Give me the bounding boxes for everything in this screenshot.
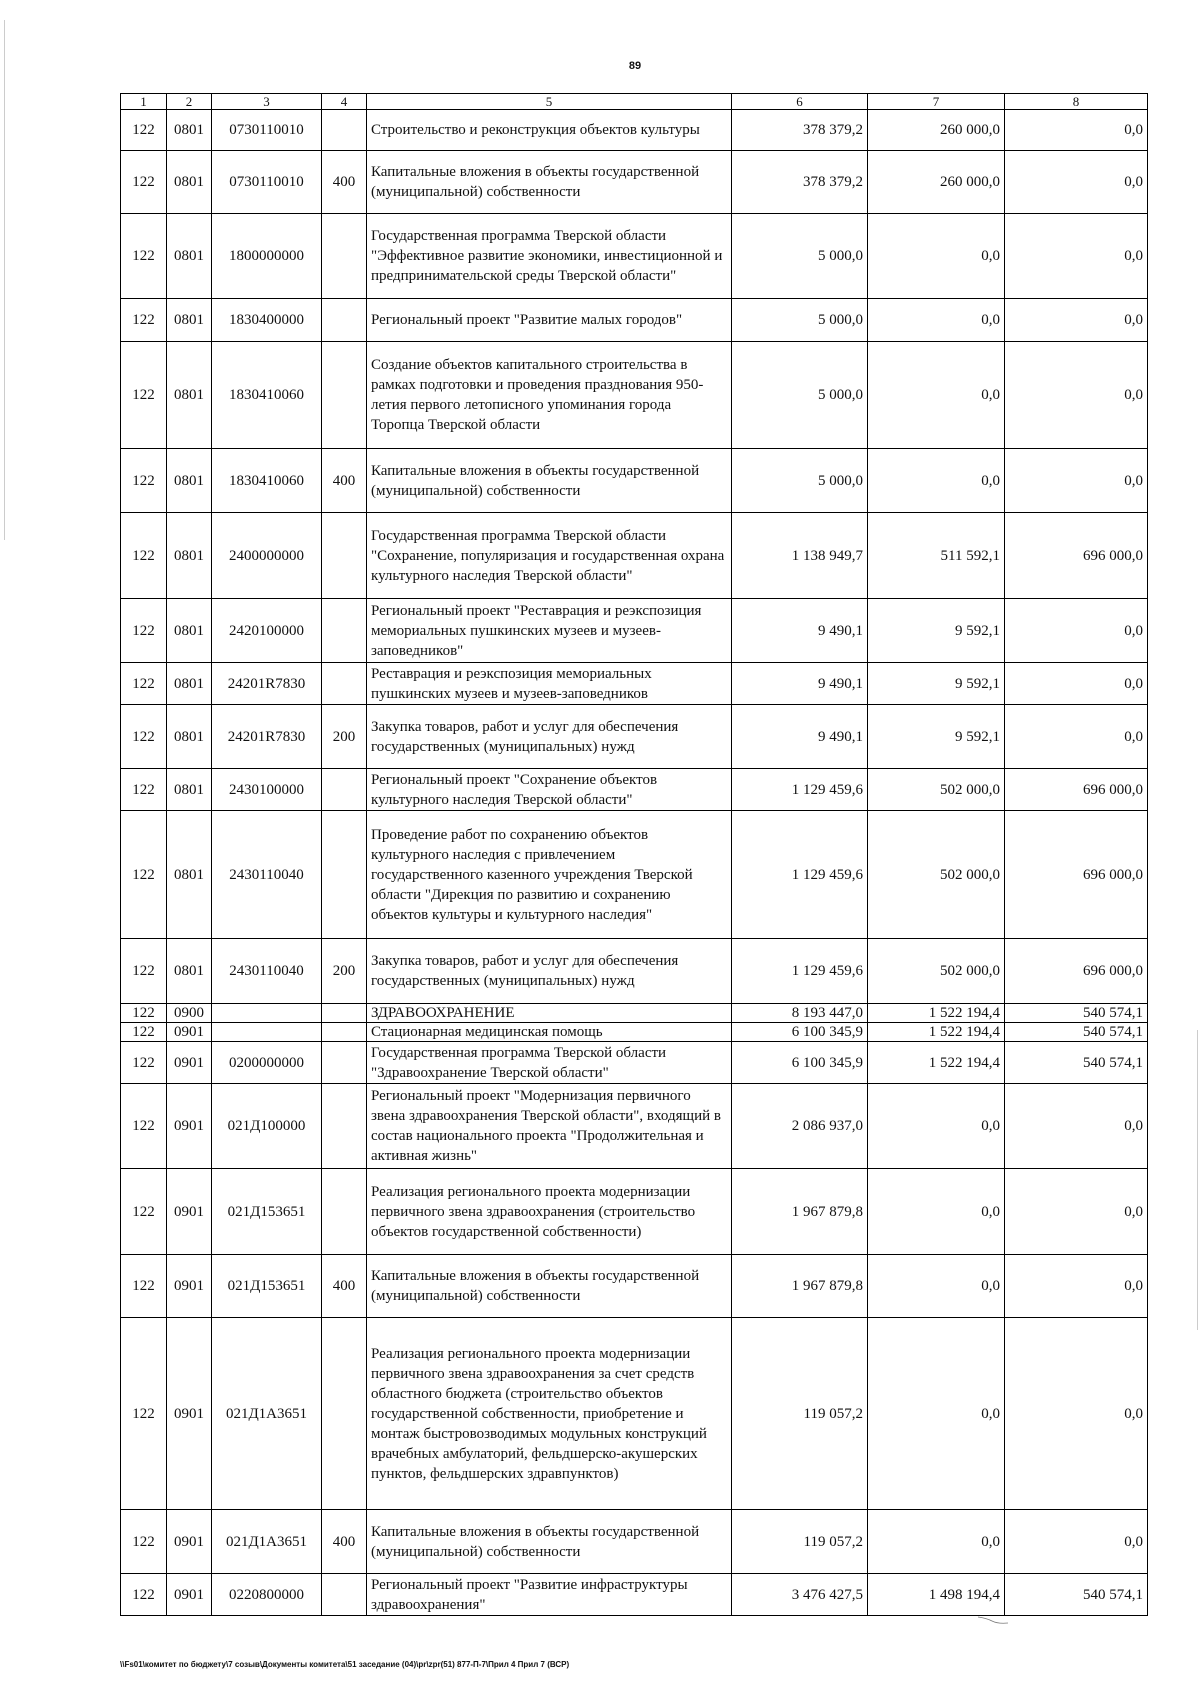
cell-description: Региональный проект "Модернизация первичного звена здравоохранения Тверской области", входящий в состав национального проекта "Продолжительная и активная жизнь": [367, 1084, 732, 1169]
table-row: [121, 705, 1148, 769]
cell-amount-col6: 5 000,0: [732, 214, 868, 299]
footer-file-path: \\Fs01\комитет по бюджету\7 созыв\Документы комитета\51 заседание (04)\pr\zpr(51) 877-П-7\Прил 4 Прил 7 (ВСР): [120, 1660, 570, 1669]
cell-expense-type: 400: [322, 1255, 367, 1318]
cell-amount-col6: 378 379,2: [732, 110, 868, 151]
cell-section-code: 0901: [167, 1042, 212, 1084]
cell-amount-col6: 1 967 879,8: [732, 1255, 868, 1318]
cell-amount-col8: 0,0: [1005, 214, 1148, 299]
cell-amount-col6: 5 000,0: [732, 299, 868, 342]
cell-amount-col8: 0,0: [1005, 342, 1148, 449]
cell-target-code: 0730110010: [212, 110, 322, 151]
cell-admin-code: 122: [121, 811, 167, 939]
cell-amount-col6: 1 129 459,6: [732, 811, 868, 939]
table-row: [121, 449, 1148, 513]
cell-description: Региональный проект "Реставрация и реэкспозиция мемориальных пушкинских музеев и музеев-заповедников": [367, 599, 732, 663]
cell-section-code: 0901: [167, 1084, 212, 1169]
cell-description: Капитальные вложения в объекты государственной (муниципальной) собственности: [367, 449, 732, 513]
cell-description: Закупка товаров, работ и услуг для обеспечения государственных (муниципальных) нужд: [367, 705, 732, 769]
cell-section-code: 0801: [167, 769, 212, 811]
cell-amount-col7: 9 592,1: [868, 705, 1005, 769]
cell-amount-col6: 9 490,1: [732, 663, 868, 705]
cell-description: Капитальные вложения в объекты государственной (муниципальной) собственности: [367, 1510, 732, 1574]
cell-expense-type: [322, 1084, 367, 1169]
cell-amount-col6: 6 100 345,9: [732, 1023, 868, 1042]
cell-expense-type: 400: [322, 1510, 367, 1574]
cell-description: Региональный проект "Развитие малых городов": [367, 299, 732, 342]
cell-section-code: 0801: [167, 811, 212, 939]
cell-target-code: 2430100000: [212, 769, 322, 811]
cell-section-code: 0801: [167, 513, 212, 599]
cell-amount-col8: 0,0: [1005, 110, 1148, 151]
cell-amount-col7: 0,0: [868, 1169, 1005, 1255]
cell-expense-type: [322, 1023, 367, 1042]
cell-amount-col7: 502 000,0: [868, 811, 1005, 939]
table-row: [121, 1318, 1148, 1510]
cell-amount-col8: 696 000,0: [1005, 811, 1148, 939]
cell-expense-type: [322, 513, 367, 599]
cell-admin-code: 122: [121, 513, 167, 599]
cell-section-code: 0801: [167, 110, 212, 151]
cell-target-code: 1800000000: [212, 214, 322, 299]
cell-description: Проведение работ по сохранению объектов культурного наследия с привлечением государственного казенного учреждения Тверской области "Дирекция по развитию и сохранению объектов культуры и культурного наследия": [367, 811, 732, 939]
table-row: [121, 1004, 1148, 1023]
cell-target-code: 021Д1А3651: [212, 1318, 322, 1510]
cell-expense-type: [322, 342, 367, 449]
cell-amount-col8: 540 574,1: [1005, 1042, 1148, 1084]
cell-target-code: 2430110040: [212, 939, 322, 1004]
cell-amount-col8: 0,0: [1005, 151, 1148, 214]
cell-admin-code: 122: [121, 449, 167, 513]
table-row: [121, 939, 1148, 1004]
budget-table: [120, 93, 1148, 1616]
cell-amount-col8: 696 000,0: [1005, 513, 1148, 599]
cell-amount-col7: 260 000,0: [868, 151, 1005, 214]
cell-description: Капитальные вложения в объекты государственной (муниципальной) собственности: [367, 151, 732, 214]
cell-target-code: 021Д153651: [212, 1169, 322, 1255]
cell-admin-code: 122: [121, 1318, 167, 1510]
cell-target-code: [212, 1023, 322, 1042]
cell-amount-col6: 5 000,0: [732, 342, 868, 449]
cell-amount-col8: 540 574,1: [1005, 1004, 1148, 1023]
table-row: [121, 1023, 1148, 1042]
cell-amount-col6: 119 057,2: [732, 1510, 868, 1574]
cell-section-code: 0900: [167, 1004, 212, 1023]
cell-target-code: 021Д153651: [212, 1255, 322, 1318]
cell-amount-col8: 0,0: [1005, 1169, 1148, 1255]
cell-section-code: 0801: [167, 342, 212, 449]
cell-amount-col7: 0,0: [868, 1255, 1005, 1318]
table-row: [121, 1574, 1148, 1616]
cell-admin-code: 122: [121, 110, 167, 151]
cell-admin-code: 122: [121, 342, 167, 449]
cell-section-code: 0801: [167, 449, 212, 513]
cell-amount-col6: 6 100 345,9: [732, 1042, 868, 1084]
cell-amount-col8: 0,0: [1005, 299, 1148, 342]
cell-section-code: 0801: [167, 299, 212, 342]
cell-description: ЗДРАВООХРАНЕНИЕ: [367, 1004, 732, 1023]
cell-admin-code: 122: [121, 769, 167, 811]
cell-admin-code: 122: [121, 214, 167, 299]
cell-amount-col6: 5 000,0: [732, 449, 868, 513]
cell-admin-code: 122: [121, 939, 167, 1004]
scan-margin-line: [1197, 1030, 1198, 1330]
cell-section-code: 0901: [167, 1510, 212, 1574]
cell-description: Реализация регионального проекта модернизации первичного звена здравоохранения за счет средств областного бюджета (строительство объектов государственной собственности, приобретение и монтаж быстровозводимых модульных конструкций врачебных амбулаторий, фельдшерско-акушерских пунктов, фельдшерских здравпунктов): [367, 1318, 732, 1510]
cell-description: Региональный проект "Сохранение объектов культурного наследия Тверской области": [367, 769, 732, 811]
cell-target-code: [212, 1004, 322, 1023]
table-header-row: [121, 94, 1148, 110]
cell-admin-code: 122: [121, 1169, 167, 1255]
page-number: 89: [628, 60, 642, 72]
cell-amount-col7: 0,0: [868, 1084, 1005, 1169]
cell-section-code: 0801: [167, 705, 212, 769]
cell-amount-col7: 9 592,1: [868, 599, 1005, 663]
cell-amount-col8: 696 000,0: [1005, 939, 1148, 1004]
cell-description: Реставрация и реэкспозиция мемориальных пушкинских музеев и музеев-заповедников: [367, 663, 732, 705]
cell-amount-col7: 0,0: [868, 449, 1005, 513]
cell-expense-type: 200: [322, 705, 367, 769]
table-row: [121, 110, 1148, 151]
cell-section-code: 0801: [167, 939, 212, 1004]
table-row: [121, 214, 1148, 299]
cell-target-code: 1830410060: [212, 342, 322, 449]
cell-amount-col6: 378 379,2: [732, 151, 868, 214]
column-header: 6: [732, 94, 868, 110]
cell-amount-col8: 0,0: [1005, 1510, 1148, 1574]
column-header: 4: [322, 94, 367, 110]
cell-target-code: 021Д100000: [212, 1084, 322, 1169]
table-row: [121, 1084, 1148, 1169]
cell-description: Государственная программа Тверской области "Эффективное развитие экономики, инвестиционной и предпринимательской среды Тверской области": [367, 214, 732, 299]
cell-expense-type: [322, 110, 367, 151]
table-row: [121, 342, 1148, 449]
cell-amount-col7: 1 522 194,4: [868, 1004, 1005, 1023]
cell-description: Государственная программа Тверской области "Здравоохранение Тверской области": [367, 1042, 732, 1084]
column-header: 2: [167, 94, 212, 110]
table-row: [121, 1042, 1148, 1084]
cell-description: Закупка товаров, работ и услуг для обеспечения государственных (муниципальных) нужд: [367, 939, 732, 1004]
cell-amount-col8: 0,0: [1005, 1318, 1148, 1510]
cell-expense-type: [322, 599, 367, 663]
cell-expense-type: [322, 1574, 367, 1616]
cell-description: Региональный проект "Развитие инфраструктуры здравоохранения": [367, 1574, 732, 1616]
cell-admin-code: 122: [121, 151, 167, 214]
cell-section-code: 0801: [167, 151, 212, 214]
table-row: [121, 811, 1148, 939]
column-header: 7: [868, 94, 1005, 110]
cell-admin-code: 122: [121, 663, 167, 705]
cell-amount-col7: 0,0: [868, 342, 1005, 449]
cell-expense-type: [322, 663, 367, 705]
cell-amount-col8: 540 574,1: [1005, 1574, 1148, 1616]
column-header: 5: [367, 94, 732, 110]
cell-description: Капитальные вложения в объекты государственной (муниципальной) собственности: [367, 1255, 732, 1318]
cell-admin-code: 122: [121, 599, 167, 663]
cell-amount-col8: 0,0: [1005, 705, 1148, 769]
cell-amount-col8: 696 000,0: [1005, 769, 1148, 811]
cell-amount-col7: 502 000,0: [868, 769, 1005, 811]
cell-expense-type: [322, 1318, 367, 1510]
column-header: 1: [121, 94, 167, 110]
cell-amount-col6: 1 129 459,6: [732, 769, 868, 811]
cell-description: Стационарная медицинская помощь: [367, 1023, 732, 1042]
cell-amount-col7: 0,0: [868, 1318, 1005, 1510]
cell-amount-col6: 9 490,1: [732, 599, 868, 663]
cell-amount-col7: 0,0: [868, 214, 1005, 299]
cell-section-code: 0901: [167, 1318, 212, 1510]
cell-amount-col7: 0,0: [868, 299, 1005, 342]
cell-amount-col6: 119 057,2: [732, 1318, 868, 1510]
cell-expense-type: 400: [322, 151, 367, 214]
cell-admin-code: 122: [121, 1255, 167, 1318]
table-row: [121, 1255, 1148, 1318]
cell-admin-code: 122: [121, 1510, 167, 1574]
cell-amount-col6: 1 138 949,7: [732, 513, 868, 599]
cell-admin-code: 122: [121, 1004, 167, 1023]
cell-amount-col8: 0,0: [1005, 1084, 1148, 1169]
cell-target-code: 021Д1А3651: [212, 1510, 322, 1574]
cell-section-code: 0801: [167, 599, 212, 663]
table-row: [121, 1169, 1148, 1255]
cell-target-code: 1830410060: [212, 449, 322, 513]
cell-amount-col6: 1 129 459,6: [732, 939, 868, 1004]
cell-amount-col7: 1 522 194,4: [868, 1023, 1005, 1042]
cell-target-code: 0730110010: [212, 151, 322, 214]
cell-target-code: 2430110040: [212, 811, 322, 939]
cell-expense-type: [322, 1042, 367, 1084]
table-row: [121, 599, 1148, 663]
cell-target-code: 2420100000: [212, 599, 322, 663]
cell-target-code: 2400000000: [212, 513, 322, 599]
cell-section-code: 0901: [167, 1574, 212, 1616]
cell-amount-col7: 260 000,0: [868, 110, 1005, 151]
cell-target-code: 0200000000: [212, 1042, 322, 1084]
cell-amount-col7: 511 592,1: [868, 513, 1005, 599]
cell-amount-col8: 0,0: [1005, 599, 1148, 663]
cell-target-code: 24201R7830: [212, 705, 322, 769]
cell-admin-code: 122: [121, 1084, 167, 1169]
cell-amount-col7: 9 592,1: [868, 663, 1005, 705]
table-body: [121, 110, 1148, 1616]
cell-description: Реализация регионального проекта модернизации первичного звена здравоохранения (строительство объектов государственной собственности): [367, 1169, 732, 1255]
cell-amount-col7: 502 000,0: [868, 939, 1005, 1004]
column-header: 8: [1005, 94, 1148, 110]
cell-expense-type: [322, 1169, 367, 1255]
cell-section-code: 0901: [167, 1023, 212, 1042]
cell-amount-col7: 1 498 194,4: [868, 1574, 1005, 1616]
cell-section-code: 0901: [167, 1169, 212, 1255]
table-row: [121, 1510, 1148, 1574]
cell-expense-type: 200: [322, 939, 367, 1004]
table-row: [121, 151, 1148, 214]
handwritten-mark: [978, 1616, 1008, 1624]
cell-amount-col7: 1 522 194,4: [868, 1042, 1005, 1084]
cell-expense-type: 400: [322, 449, 367, 513]
cell-admin-code: 122: [121, 1042, 167, 1084]
cell-target-code: 24201R7830: [212, 663, 322, 705]
cell-amount-col8: 0,0: [1005, 449, 1148, 513]
cell-target-code: 0220800000: [212, 1574, 322, 1616]
table-row: [121, 299, 1148, 342]
cell-expense-type: [322, 811, 367, 939]
cell-amount-col6: 2 086 937,0: [732, 1084, 868, 1169]
cell-amount-col6: 3 476 427,5: [732, 1574, 868, 1616]
table-row: [121, 663, 1148, 705]
cell-expense-type: [322, 769, 367, 811]
cell-description: Строительство и реконструкция объектов культуры: [367, 110, 732, 151]
cell-amount-col7: 0,0: [868, 1510, 1005, 1574]
cell-expense-type: [322, 1004, 367, 1023]
column-header: 3: [212, 94, 322, 110]
cell-target-code: 1830400000: [212, 299, 322, 342]
cell-expense-type: [322, 299, 367, 342]
cell-description: Государственная программа Тверской области "Сохранение, популяризация и государственная охрана культурного наследия Тверской области": [367, 513, 732, 599]
cell-admin-code: 122: [121, 1023, 167, 1042]
cell-amount-col6: 1 967 879,8: [732, 1169, 868, 1255]
cell-description: Создание объектов капитального строительства в рамках подготовки и проведения празднования 950-летия первого летописного упоминания города Торопца Тверской области: [367, 342, 732, 449]
cell-section-code: 0801: [167, 214, 212, 299]
table-row: [121, 769, 1148, 811]
cell-amount-col8: 540 574,1: [1005, 1023, 1148, 1042]
cell-admin-code: 122: [121, 705, 167, 769]
cell-admin-code: 122: [121, 299, 167, 342]
cell-admin-code: 122: [121, 1574, 167, 1616]
cell-section-code: 0801: [167, 663, 212, 705]
scan-margin-line: [4, 20, 5, 540]
cell-expense-type: [322, 214, 367, 299]
cell-amount-col6: 9 490,1: [732, 705, 868, 769]
table-row: [121, 513, 1148, 599]
cell-amount-col8: 0,0: [1005, 1255, 1148, 1318]
cell-section-code: 0901: [167, 1255, 212, 1318]
cell-amount-col6: 8 193 447,0: [732, 1004, 868, 1023]
cell-amount-col8: 0,0: [1005, 663, 1148, 705]
